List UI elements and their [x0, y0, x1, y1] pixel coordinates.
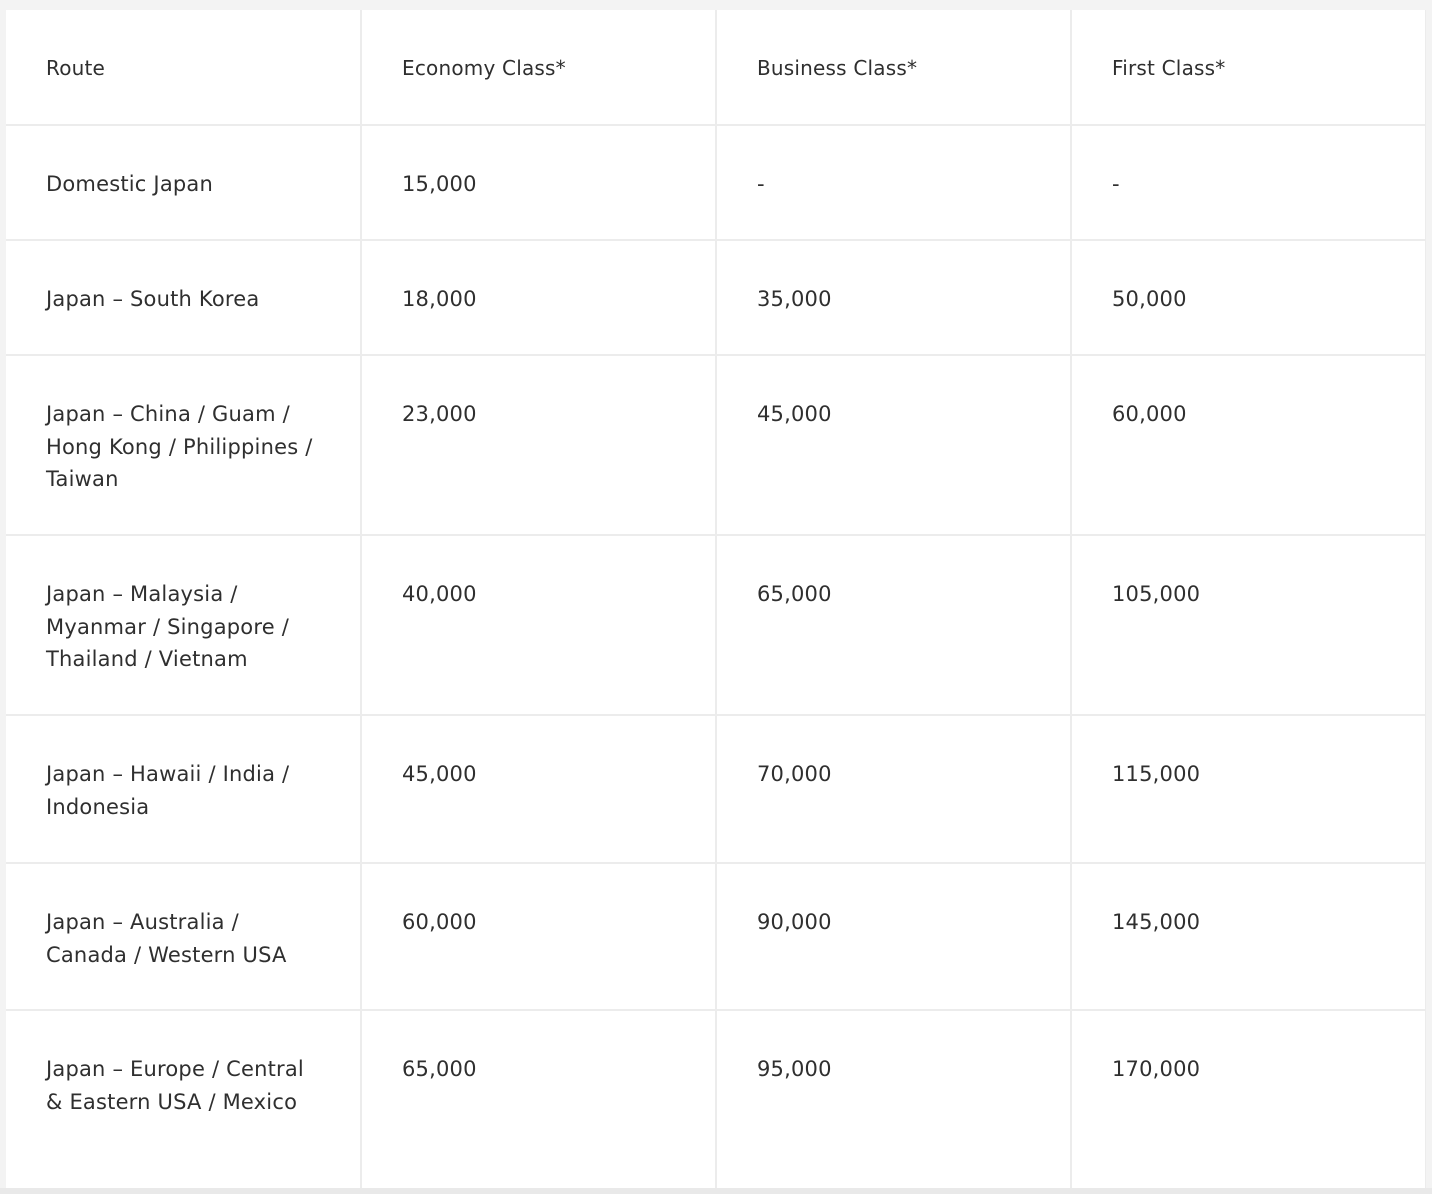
- route-cell: Domestic Japan: [6, 125, 361, 240]
- route-cell: Japan – South Korea: [6, 240, 361, 355]
- first-cell: 105,000: [1071, 535, 1426, 715]
- header-economy-class: Economy Class*: [361, 10, 716, 125]
- table-row: [6, 715, 1426, 863]
- business-cell: 35,000: [716, 240, 1071, 355]
- economy-cell: 18,000: [361, 240, 716, 355]
- economy-cell: 40,000: [361, 535, 716, 715]
- first-cell: -: [1071, 125, 1426, 240]
- header-first-class: First Class*: [1071, 10, 1426, 125]
- first-cell: 115,000: [1071, 715, 1426, 863]
- table-header-row: [6, 10, 1426, 125]
- first-cell: 170,000: [1071, 1010, 1426, 1190]
- table-row: [6, 240, 1426, 355]
- header-business-class: Business Class*: [716, 10, 1071, 125]
- business-cell: -: [716, 125, 1071, 240]
- header-route: Route: [6, 10, 361, 125]
- economy-cell: 65,000: [361, 1010, 716, 1190]
- table-row: [6, 1010, 1426, 1190]
- table-row: [6, 125, 1426, 240]
- route-cell: Japan – Hawaii / India / Indonesia: [6, 715, 361, 863]
- table-row: [6, 535, 1426, 715]
- business-cell: 70,000: [716, 715, 1071, 863]
- first-cell: 60,000: [1071, 355, 1426, 535]
- business-cell: 90,000: [716, 863, 1071, 1010]
- route-cell: Japan – Europe / Central & Eastern USA / Mexico: [6, 1010, 361, 1190]
- first-cell: 50,000: [1071, 240, 1426, 355]
- first-cell: 145,000: [1071, 863, 1426, 1010]
- economy-cell: 15,000: [361, 125, 716, 240]
- award-chart-table: [6, 10, 1426, 1190]
- business-cell: 65,000: [716, 535, 1071, 715]
- route-cell: Japan – Malaysia / Myanmar / Singapore / Thailand / Vietnam: [6, 535, 361, 715]
- table-row: [6, 355, 1426, 535]
- economy-cell: 60,000: [361, 863, 716, 1010]
- business-cell: 45,000: [716, 355, 1071, 535]
- bottom-edge-shade: [0, 1188, 1432, 1194]
- route-cell: Japan – China / Guam / Hong Kong / Philippines / Taiwan: [6, 355, 361, 535]
- economy-cell: 45,000: [361, 715, 716, 863]
- economy-cell: 23,000: [361, 355, 716, 535]
- business-cell: 95,000: [716, 1010, 1071, 1190]
- table-row: [6, 863, 1426, 1010]
- award-chart-sheet: [6, 10, 1426, 1190]
- route-cell: Japan – Australia / Canada / Western USA: [6, 863, 361, 1010]
